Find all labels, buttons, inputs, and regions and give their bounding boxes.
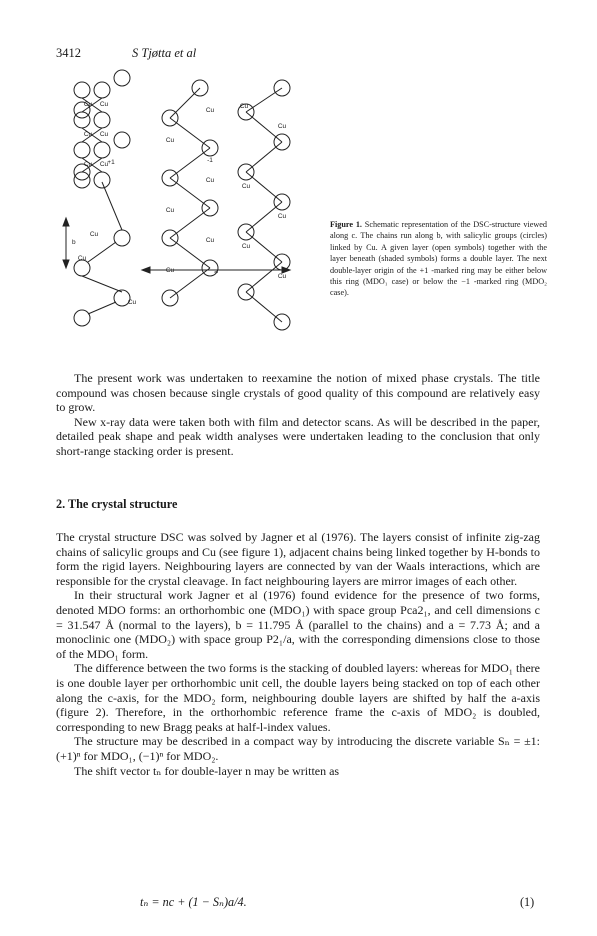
bond (246, 292, 282, 322)
ring-double-layer (94, 142, 110, 158)
bond (246, 202, 282, 232)
page-number: 3412 (56, 46, 81, 60)
bond (170, 148, 210, 178)
cu-label: Cu (241, 183, 251, 190)
ring (114, 132, 130, 148)
bond (88, 302, 116, 314)
bond (246, 142, 282, 172)
section-paragraph-4: The structure may be described in a compact way by introducing the discrete variable Sₙ = ±1: (+1)ⁿ for MDO₁, (−1)ⁿ for MDO₂. (56, 734, 540, 763)
figure-1-caption (330, 219, 547, 299)
cu-label: Cu (83, 131, 93, 138)
equation-number: (1) (520, 895, 535, 909)
cu-label: Cu (83, 101, 93, 108)
caption-label: Figure 1. (330, 220, 362, 229)
cu-label: Cu (83, 161, 93, 168)
cu-label: Cu (99, 161, 109, 168)
section-paragraph-5: The shift vector tₙ for double-layer n may be written as (74, 763, 340, 778)
ring (74, 310, 90, 326)
cu-label: Cu (277, 273, 287, 280)
bond (170, 118, 210, 148)
bond (246, 232, 282, 262)
cu-label: Cu (165, 207, 175, 214)
cu-label: Cu (205, 177, 215, 184)
ring (114, 230, 130, 246)
ring-double-layer (74, 142, 90, 158)
ring-double-layer (74, 82, 90, 98)
cu-label: Cu (165, 267, 175, 274)
bond (246, 172, 282, 202)
b-axis-arrowhead-top (63, 218, 69, 226)
cu-label: Cu (277, 123, 287, 130)
ring-double-layer (94, 82, 110, 98)
running-authors: S Tjøtta et al (132, 46, 197, 60)
intro-text (56, 371, 540, 459)
equation-1: tₙ = nc + (1 − Sₙ)a/4. (140, 895, 247, 909)
section-paragraph-2: In their structural work Jagner et al (1976) found evidence for the presence of two forms, denoted MDO forms: an orthorhombic one (MDO₁) with space group Pca2₁, and cell dimensions c = 31.547 Å (normal to the layers), b = 11.795 Å (parallel to the chains) and a = 7.73 Å; and a monoclinic one (MDO₂) with space group P2₁/a, with the corresponding dimensions close to those of the MDO₁ form. (56, 588, 540, 661)
ring (114, 70, 130, 86)
bond (102, 182, 122, 230)
bond (246, 112, 282, 142)
ring-double-layer (94, 172, 110, 188)
b-axis-arrowhead-bottom (63, 260, 69, 268)
a-axis-label: a (214, 268, 218, 275)
cu-label: Cu (99, 131, 109, 138)
cu-label: Cu (239, 103, 249, 110)
cu-label: Cu (241, 243, 251, 250)
section-body (56, 530, 540, 778)
caption-text: Schematic representation of the DSC-structure viewed along c. The chains run along b, with salicylic groups (circles) linked by Cu. A given layer (open symbols) together with the layer beneath (shaded symbols) forms a double layer. The next double-layer origin of the +1 -marked ring may be either below this ring (MDO₁ case) or below the −1 -marked ring (MDO₂ case). (330, 220, 547, 298)
section-heading: 2. The crystal structure (56, 497, 178, 511)
bond (170, 178, 210, 208)
plus-one-marker: +1 (107, 159, 115, 166)
figure-1-diagram (60, 72, 310, 306)
bond (170, 268, 210, 298)
ring-double-layer (74, 112, 90, 128)
section-paragraph-1: The crystal structure DSC was solved by Jagner et al (1976). The layers consist of infinite zig-zag chains of salicylic groups and Cu (see figure 1), adjacent chains being linked together by H-bonds to form the rigid layers. Neighbouring layers are connected by van der Waals interactions, which are responsible for the crystal cleavage. In fact neighbouring layers are mirror images of each other. (56, 530, 540, 588)
ring-double-layer (94, 112, 110, 128)
intro-paragraph-1: The present work was undertaken to reexamine the notion of mixed phase crystals. The title compound was chosen because single crystals of good quality of this compound are relatively easy to grow. (56, 371, 540, 415)
cu-label: Cu (277, 213, 287, 220)
cu-label: Cu (127, 299, 137, 306)
bond (246, 262, 282, 292)
section-paragraph-3: The difference between the two forms is the stacking of doubled layers: whereas for MDO₁ there is one double layer per orthorhombic unit cell, the double layers being stacked on top of each other along the c-axis, for the MDO₂ form, neighbouring double layers are shifted by half the a-axis (figure 2). Therefore, in the orthorhombic reference frame the c-axis of MDO₂ is doubled, corresponding to new Bragg peaks at half-l-index values. (56, 661, 540, 734)
intro-paragraph-2: New x-ray data were taken both with film and detector scans. As will be described in the paper, detailed peak shape and peak width analyses were undertaken leading to the conclusion that only short-range stacking order is present. (56, 414, 540, 458)
cu-label: Cu (205, 237, 215, 244)
a-axis-arrowhead-left (142, 267, 150, 273)
bond (82, 276, 122, 292)
page-header (56, 46, 197, 61)
cu-label: Cu (89, 231, 99, 238)
ring (74, 260, 90, 276)
bond (170, 238, 210, 268)
cu-label: Cu (77, 255, 87, 262)
bond (88, 242, 116, 262)
cu-label: Cu (165, 137, 175, 144)
b-axis-label: b (72, 239, 76, 246)
bond (170, 208, 210, 238)
minus-one-marker: -1 (207, 157, 213, 164)
cu-label: Cu (99, 101, 109, 108)
cu-label: Cu (205, 107, 215, 114)
bond (170, 88, 200, 118)
bond (246, 88, 282, 112)
